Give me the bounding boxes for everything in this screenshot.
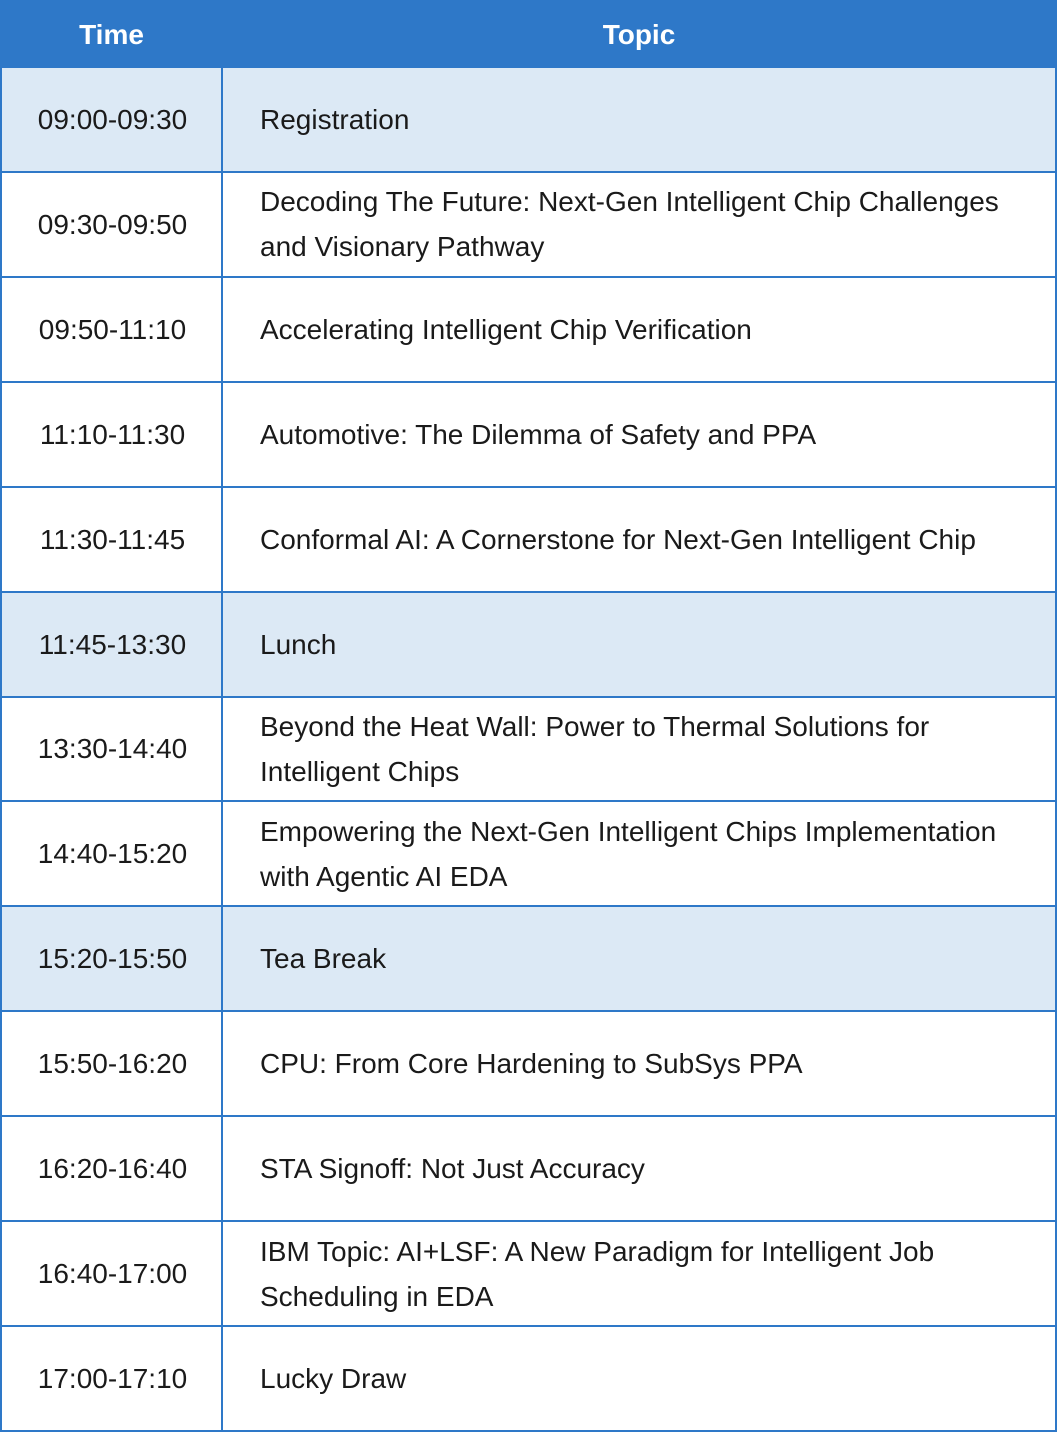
row-topic: Lucky Draw: [223, 1327, 1055, 1430]
row-time: 09:00-09:30: [2, 68, 221, 171]
row-topic: Automotive: The Dilemma of Safety and PPA: [223, 383, 1055, 486]
row-topic: Registration: [223, 68, 1055, 171]
row-time: 16:20-16:40: [2, 1117, 221, 1220]
row-topic: Tea Break: [223, 907, 1055, 1010]
row-time: 15:20-15:50: [2, 907, 221, 1010]
row-topic: Beyond the Heat Wall: Power to Thermal Solutions for Intelligent Chips: [223, 698, 1055, 801]
row-topic: Empowering the Next-Gen Intelligent Chips Implementation with Agentic AI EDA: [223, 802, 1055, 905]
row-topic: Conformal AI: A Cornerstone for Next-Gen Intelligent Chip: [223, 488, 1055, 591]
row-topic: CPU: From Core Hardening to SubSys PPA: [223, 1012, 1055, 1115]
row-topic: Lunch: [223, 593, 1055, 696]
row-time: 11:45-13:30: [2, 593, 221, 696]
row-time: 13:30-14:40: [2, 698, 221, 801]
header-topic: Topic: [223, 2, 1055, 66]
row-topic: IBM Topic: AI+LSF: A New Paradigm for Intelligent Job Scheduling in EDA: [223, 1222, 1055, 1325]
row-topic: STA Signoff: Not Just Accuracy: [223, 1117, 1055, 1220]
row-topic: Accelerating Intelligent Chip Verification: [223, 278, 1055, 381]
row-time: 09:30-09:50: [2, 173, 221, 276]
row-time: 09:50-11:10: [2, 278, 221, 381]
row-time: 11:10-11:30: [2, 383, 221, 486]
row-time: 15:50-16:20: [2, 1012, 221, 1115]
header-time: Time: [2, 2, 221, 66]
row-time: 16:40-17:00: [2, 1222, 221, 1325]
row-time: 17:00-17:10: [2, 1327, 221, 1430]
row-topic: Decoding The Future: Next-Gen Intelligent Chip Challenges and Visionary Pathway: [223, 173, 1055, 276]
row-time: 11:30-11:45: [2, 488, 221, 591]
row-time: 14:40-15:20: [2, 802, 221, 905]
